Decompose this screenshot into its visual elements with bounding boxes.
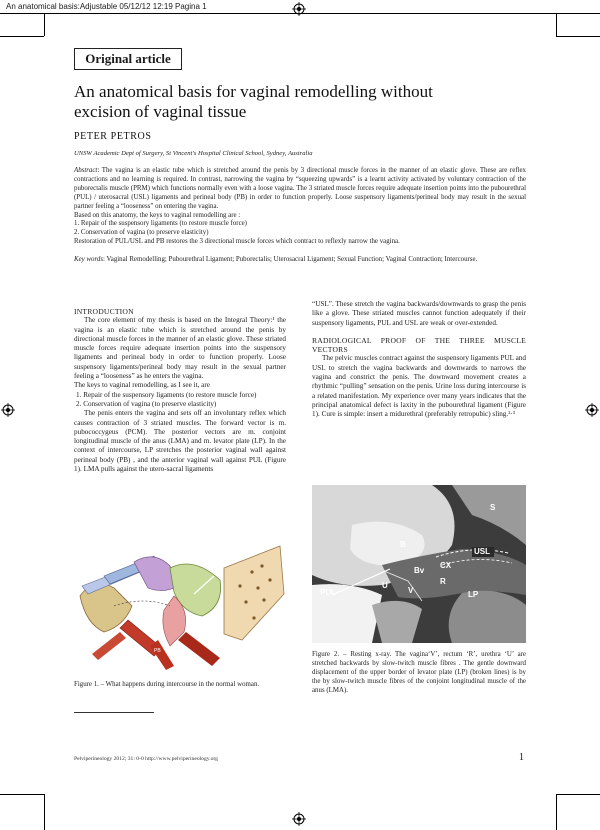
xray-label-lp: LP (468, 590, 479, 599)
xray-label-b: B (400, 540, 406, 549)
abstract-list-item: 2. Conservation of vagina (to preserve elasticity) (74, 229, 209, 237)
left-column (74, 307, 286, 474)
print-header-text: An anatomical basis:Adjustable 05/12/12 12:19 Pagina 1 (6, 2, 207, 11)
author-affiliation: UNSW Academic Dept of Surgery, St Vincent's Hospital Clinical School, Sydney, Australia (74, 150, 313, 157)
xray-label-bv: Bv (414, 566, 425, 575)
abstract-list-item: 1. Repair of the suspensory ligaments (to restore muscle force) (74, 220, 247, 228)
body-paragraph: The keys to vaginal remodelling, as I see it, are (74, 381, 210, 390)
author-name: PETER PETROS (74, 131, 152, 142)
registration-mark-icon (292, 2, 306, 16)
article-type-badge: Original article (74, 48, 182, 70)
crop-mark (556, 14, 557, 36)
right-column (312, 300, 526, 420)
abstract-label: Abstract (74, 167, 98, 174)
crop-mark (556, 794, 557, 830)
xray-label-cx: CX (440, 561, 452, 570)
section-heading: INTRODUCTION (74, 307, 134, 316)
footnote-rule (74, 712, 154, 713)
figure-1-illustration (74, 536, 286, 672)
body-paragraph: The pelvic muscles contract against the suspensory ligaments PUL and USL to stretch the vagina backwards and downwards to narrows the vagina and constrict the penis. The downward movement creates a rhythmic “pulling” sensation on the penis. Urine loss during intercourse is a related manifestation. My experience over many years indicates that the principal anatomical defect is laxity in the pubourethral ligament (Figure 1). Cure is simple: insert a midurethral (preferably retropubic) sling.²·³ (312, 354, 526, 419)
xray-label-pul: PUL (320, 588, 336, 597)
body-paragraph: “USL”. These stretch the vagina backwards/downwards to grasp the penis like a glove. These striated muscles cannot function adequately if their suspensory ligaments, PUL and USL are weak or over-extended. (312, 300, 526, 327)
abstract (74, 167, 526, 247)
crop-mark (44, 14, 45, 36)
figure-2-xray (312, 485, 526, 643)
xray-label-u: U (382, 581, 388, 590)
journal-footer: Pelviperineology 2012; 31: 0-0 http://www.pelviperineology.org (74, 756, 218, 762)
body-paragraph: The core element of my thesis is based on the Integral Theory:¹ the vagina is an elastic tube which is stretched around the penis by directional muscle forces in the manner of an elastic glove. These striated muscle forces require adequate insertion points into the suspensory ligaments and perineal body in order to function properly. Loose suspensory ligaments/perineal body may result in the sexual partner feeling a “looseness” as he enters the vagina. (74, 316, 286, 381)
figure-2-caption: Figure 2. – Resting x-ray. The vagina‘V’, rectum ‘R’, urethra ‘U’ are stretched backwards by slow-twitch muscle fibres . The gentle downward displacement of the upper border of levator plate (LP) (broken lines) is by the by slow-twitch muscle fibres of the conjoint longitudinal muscle of the anus (LMA). (312, 651, 526, 694)
xray-label-r: R (440, 577, 446, 586)
keywords-text: : Vaginal Remodelling; Pubourethral Ligament; Puborectalis; Uterosacral Ligament; Sexual Function; Vaginal Contraction; Intercourse. (103, 256, 478, 263)
registration-mark-icon (585, 403, 599, 417)
abstract-line: Based on this anatomy, the keys to vaginal remodelling are : (74, 211, 241, 219)
article-title: An anatomical basis for vaginal remodelling without excision of vaginal tissue (74, 82, 433, 121)
fig1-label-pb: PB (154, 648, 161, 654)
keywords-label: Key words (74, 256, 104, 263)
section-heading: RADIOLOGICAL PROOF OF THE THREE MUSCLE VECTORS (312, 335, 526, 355)
crop-mark (0, 36, 44, 37)
body-paragraph: The penis enters the vagina and sets off an involuntary reflex which causes contraction of 3 striated muscles. The forward vector is m. pubococcygeus (PCM). The posterior vectors are m. conjoint longitudinal muscle of the anus (LMA) and m. levator plate (LP). In the context of intercourse, LP stretches the posterior vaginal wall against perineal body (PB) , and the anterior vaginal wall against PUL (Figure 1). LMA pulls against the utero-sacral ligaments (74, 409, 286, 474)
registration-mark-icon (292, 812, 306, 826)
figure-1-caption: Figure 1. – What happens during intercourse in the normal woman. (74, 681, 260, 688)
crop-mark (44, 794, 45, 830)
abstract-paragraph (74, 167, 526, 212)
abstract-text: : The vagina is an elastic tube which is stretched around the penis by 3 directional muscle forces in the manner of an elastic glove. These are reflex contractions and no learning is required. In contrast, narrowing the vagina by “squeezing upwards” is a learnt activity activated by voluntary contraction of the puborectalis muscle (PRM) which functions normally even with a loose vagina. The 3 striated muscle forces require adequate insertion points into the pubourethral (PUL) / uterosacral (USL) ligaments and perineal body (PB) in order to function properly. Loose suspensory ligaments/perineal body may result in the sexual partner feeling a “looseness” on entering the vagina. (74, 167, 526, 210)
xray-label-usl: USL (474, 547, 490, 556)
list-item: 2. Conservation of vagina (to preserve elasticity) (76, 399, 217, 408)
page-number: 1 (519, 752, 524, 763)
list-item: 1. Repair of the suspensory ligaments (to restore muscle force) (76, 390, 257, 399)
crop-mark (0, 794, 44, 795)
xray-label-v: V (408, 586, 414, 595)
xray-label-s: S (490, 503, 496, 512)
crop-mark (556, 36, 600, 37)
crop-mark (556, 794, 600, 795)
abstract-line: Restoration of PUL/USL and PB restores the 3 directional muscle forces which contract to reflexly narrow the vagina. (74, 238, 400, 246)
registration-mark-icon (1, 403, 15, 417)
keywords (74, 256, 526, 265)
